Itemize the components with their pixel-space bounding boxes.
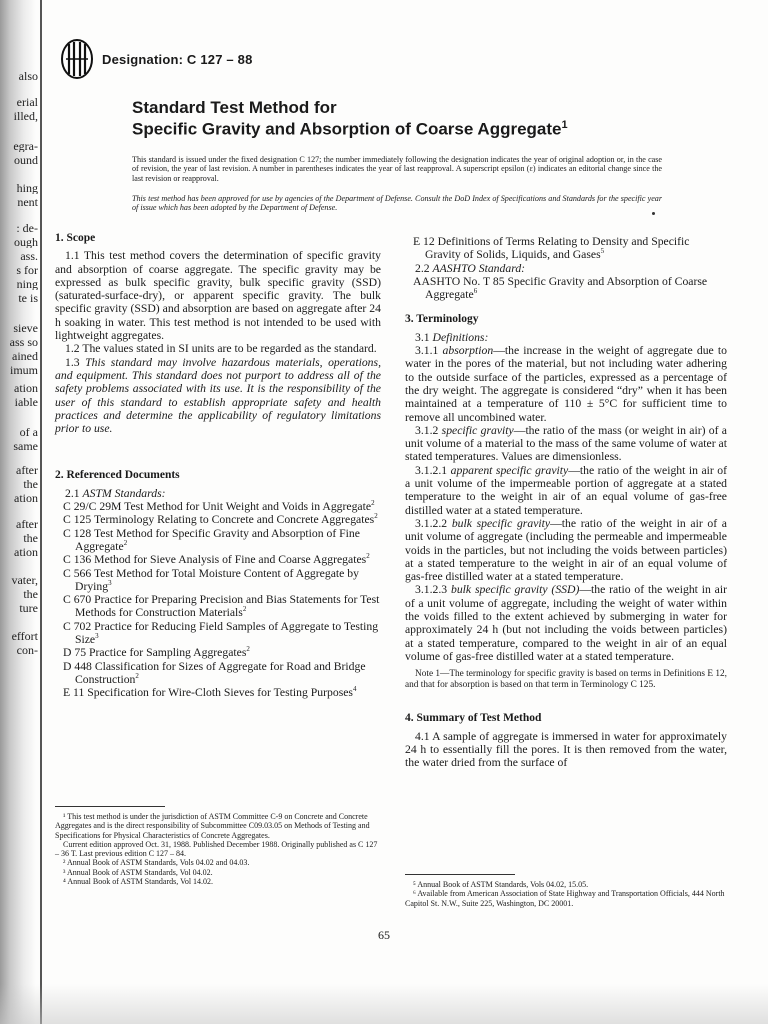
margin-fragment: ough [14,236,38,248]
definition-absorption-text: —the increase in the weight of aggregate due to water in the pores of the material, but not including water adhering to the outside surface of the particles, expressed as a percentage of the dry weight. The aggregate is considered “dry” when it has been maintained at a temperature of 110 ± 5°C for sufficient time to remove all uncombined water. [405,344,727,424]
reference-item-sup: 3 [108,578,112,587]
definitions-label [405,331,727,344]
reference-item-text: C 702 Practice for Reducing Field Samples of Aggregate to Testing Size [63,619,379,647]
margin-fragment: nent [17,196,38,208]
margin-fragment: after [16,464,38,476]
margin-fragment: con- [16,644,38,656]
margin-fragment: ning [16,278,38,290]
margin-fragment: illed, [13,110,38,122]
margin-fragment: ation [14,492,38,504]
margin-fragment: egra- [13,140,38,152]
reference-list [55,500,381,699]
reference-item-text: C 128 Test Method for Specific Gravity and Absorption of Fine Aggregate [63,526,360,553]
aashto-standard-number: 2.2 [415,261,430,275]
reference-aashto-t85 [405,275,727,302]
margin-fragment: the [23,532,38,544]
margin-fragment: : de- [16,222,38,234]
margin-fragment: effort [11,630,38,642]
definition-bulk-ssd-text: —the ratio of the weight in air of a unit volume of aggregate, including the weight of water within the voids filled to the extent achieved by submerging in water for approximately 24 h (but not including the voids between particles) at a stated temperature, compared to the weight in air of an equal volume of gas-free distilled water at a stated temperature. [405,583,728,663]
reference-e12-sup: 5 [600,247,605,256]
section-1-3 [55,356,381,436]
margin-fragment: ture [19,602,38,614]
margin-fragment: erial [16,96,38,108]
definition-bulk-ssd-term: bulk specific gravity (SSD) [450,583,580,597]
margin-fragment: sieve [13,322,38,334]
definition-apparent-number: 3.1.2.1 [415,463,448,477]
reference-item-text: C 29/C 29M Test Method for Unit Weight and Voids in Aggregate [63,500,372,514]
binding-edge-line [40,0,42,1024]
definition-bulk-ssd-number: 3.1.2.3 [415,583,448,597]
reference-item-sup: 2 [242,605,247,614]
right-column [405,235,727,769]
definition-specific-gravity-term: specific gravity [441,423,514,437]
section-1-1: 1.1 This test method covers the determination of specific gravity and absorption of coarse aggregate. The specific gravity may be expressed as bulk specific gravity, bulk specific gravity (SSD) (saturated-surface-dry), or apparent specific gravity. The bulk specific gravity (SSD) and absorption are based on aggregate after 24 h soaking in water. This test method is not intended to be used with lightweight aggregates. [55,249,381,343]
left-column [55,232,381,700]
issuance-notice: This standard is issued under the fixed designation C 127; the number immediately following the designation indicates the year of original adoption or, in the case of revision, the year of last revision. A number in parentheses indicates the year of last reapproval. A superscript epsilon (ε) indicates an editorial change since the last revision or reapproval. [132,155,662,183]
margin-fragment: ass so [9,336,38,348]
section-1-3-text: This standard may involve hazardous materials, operations, and equipment. This standard does not purport to address all of the safety problems associated with its use. It is the responsibility of the user of this standard to establish appropriate safety and health practices and determine the applicability of regulatory limitations prior to use. [55,355,381,436]
reference-item-text: C 670 Practice for Preparing Precision and Bias Statements for Test Methods for Construction Materials [63,593,380,620]
margin-fragment: ass. [20,250,38,262]
title-footnote-mark: 1 [561,119,568,131]
margin-fragment: ained [12,350,38,362]
reference-item-sup: 2 [366,552,370,561]
reference-item-sup: 4 [352,685,357,694]
reference-aashto-t85-sup: 6 [473,287,478,296]
reference-item-text: C 125 Terminology Relating to Concrete and Concrete Aggregates [63,513,375,527]
footnote: ³ Annual Book of ASTM Standards, Vol 04.02. [63,867,213,877]
margin-fragment: of a [19,426,38,438]
margin-fragment: also [18,70,38,82]
definition-specific-gravity-text: —the ratio of the mass (or weight in air) of a unit volume of a material to the mass of the same volume of water at stated temperatures. Values are dimensionless. [405,423,727,464]
dod-notice: This test method has been approved for use by agencies of the Department of Defense. Consult the DoD Index of Specifications and Standards for the specific year of issue which has been adopted by the Department of Defense. [132,194,662,213]
margin-fragment: ation [14,546,38,558]
reference-item [55,620,381,647]
footnotes-left [55,812,381,886]
astm-logo-icon [60,38,94,80]
footnote-rule-left [55,806,165,807]
definition-specific-gravity [405,424,727,464]
notice-bullet-dot [652,212,655,215]
margin-fragment: te is [18,292,38,304]
definition-absorption-number: 3.1.1 [415,344,439,358]
footnote: Current edition approved Oct. 31, 1988. Published December 1988. Originally published as C 127 – 36 T. Last previous edition C 127 – 84. [55,839,378,859]
reference-item-text: C 136 Method for Sieve Analysis of Fine and Coarse Aggregates [63,553,367,567]
reference-item [55,646,381,659]
margin-fragment: iable [14,396,38,408]
definition-bulk-text: —the ratio of the weight in air of a unit volume of aggregate (including the permeable and impermeable voids in the particles, but not including the voids between particles) at a stated temperature to the weight in air of an equal volume of gas-free distilled water at a stated temperature. [405,516,727,584]
document-title-line2 [132,119,568,140]
reference-item-sup: 2 [246,645,250,654]
reference-item [55,513,381,526]
document-header [60,38,253,80]
definition-bulk-ssd [405,583,727,663]
reference-item-sup: 2 [374,512,378,521]
reference-aashto-t85-text: AASHTO No. T 85 Specific Gravity and Absorption of Coarse Aggregate [413,274,708,302]
reference-item [55,567,381,594]
reference-item [55,500,381,513]
astm-standards-text: ASTM Standards: [82,486,166,500]
reference-item-sup: 2 [135,672,139,681]
reference-item [55,527,381,554]
section-1-2: 1.2 The values stated in SI units are to be regarded as the standard. [65,342,377,356]
margin-fragment: hing [16,182,38,194]
page-bottom-shadow [0,984,768,1024]
definition-apparent-term: apparent specific gravity [450,463,569,477]
reference-e12-text: E 12 Definitions of Terms Relating to Density and Specific Gravity of Solids, Liquids, and Gases [413,235,690,262]
document-title-line1: Standard Test Method for [132,98,337,117]
reference-item [55,686,381,699]
definition-apparent-specific-gravity [405,464,727,517]
reference-item-sup: 2 [123,539,128,548]
footnotes-right [405,880,727,908]
reference-item [55,553,381,566]
section-1-3-number: 1.3 [65,355,80,369]
margin-fragment: imum [9,364,38,376]
reference-item [55,660,381,687]
designation-label: Designation: C 127 – 88 [102,51,253,67]
aashto-standard-text: AASHTO Standard: [432,261,526,275]
reference-item [55,593,381,620]
referenced-documents-heading: 2. Referenced Documents [55,469,180,482]
reference-item-text: E 11 Specification for Wire-Cloth Sieves for Testing Purposes [63,686,353,700]
margin-fragment: s for [16,264,38,276]
footnote: ¹ This test method is under the jurisdiction of ASTM Committee C-9 on Concrete and Concrete Aggregates and is the direct responsibility of Subcommittee C09.03.05 on Methods of Testing and Specifications for Physical Characteristics of Concrete Aggregates. [55,812,370,840]
definition-bulk-term: bulk specific gravity [451,516,551,530]
reference-item-text: C 566 Test Method for Total Moisture Content of Aggregate by Drying [63,566,359,593]
reference-e12 [405,235,727,262]
definition-bulk-specific-gravity [405,517,727,583]
summary-heading: 4. Summary of Test Method [405,712,542,725]
margin-fragment: ound [14,154,38,166]
scope-heading: 1. Scope [55,232,96,244]
reference-item-sup: 2 [371,499,375,508]
footnote: ⁴ Annual Book of ASTM Standards, Vol 14.02. [63,877,214,887]
definitions-number: 3.1 [415,330,430,344]
margin-fragment: same [13,440,38,452]
terminology-heading: 3. Terminology [405,313,479,326]
reference-item-text: D 75 Practice for Sampling Aggregates [63,646,247,660]
definition-apparent-text: —the ratio of the weight in air of a unit volume of the impermeable portion of aggregate at a stated temperature to the weight in air of an equal volume of gas-free distilled water at a stated temperature. [405,463,727,517]
aashto-standard-label [405,262,727,275]
definitions-text: Definitions: [432,330,489,344]
document-title-text: Specific Gravity and Absorption of Coarse Aggregate [132,119,562,139]
section-4-1: 4.1 A sample of aggregate is immersed in water for approximately 24 h to essentially fill the pores. It is then removed from the water, the water dried from the surface of [405,729,727,770]
footnote: ⁶ Available from American Association of State Highway and Transportation Officials, 444 North Capitol St. N.W., Suite 225, Washington, DC 20001. [405,889,725,908]
footnote-rule-right [405,874,515,875]
astm-standards-label [55,487,381,500]
astm-standards-number: 2.1 [65,486,80,500]
footnote: ² Annual Book of ASTM Standards, Vols 04.02 and 04.03. [63,858,250,868]
footnote: ⁵ Annual Book of ASTM Standards, Vols 04.02, 15.05. [413,880,589,889]
reference-item-sup: 3 [95,632,99,641]
margin-fragment: the [23,588,38,600]
definition-bulk-number: 3.1.2.2 [415,516,448,530]
margin-fragment: the [23,478,38,490]
definition-absorption-term: absorption [442,344,494,358]
margin-fragment: vater, [11,574,38,586]
terminology-note: Note 1—The terminology for specific gravity is based on terms in Definitions E 12, and that for absorption is based on that term in Terminology C 125. [405,669,727,691]
margin-fragment: after [16,518,38,530]
margin-fragment: ation [14,382,38,394]
definition-specific-gravity-number: 3.1.2 [415,423,439,437]
page-number: 65 [378,928,390,942]
reference-item-text: D 448 Classification for Sizes of Aggregate for Road and Bridge Construction [63,659,366,686]
definition-absorption [405,344,727,424]
